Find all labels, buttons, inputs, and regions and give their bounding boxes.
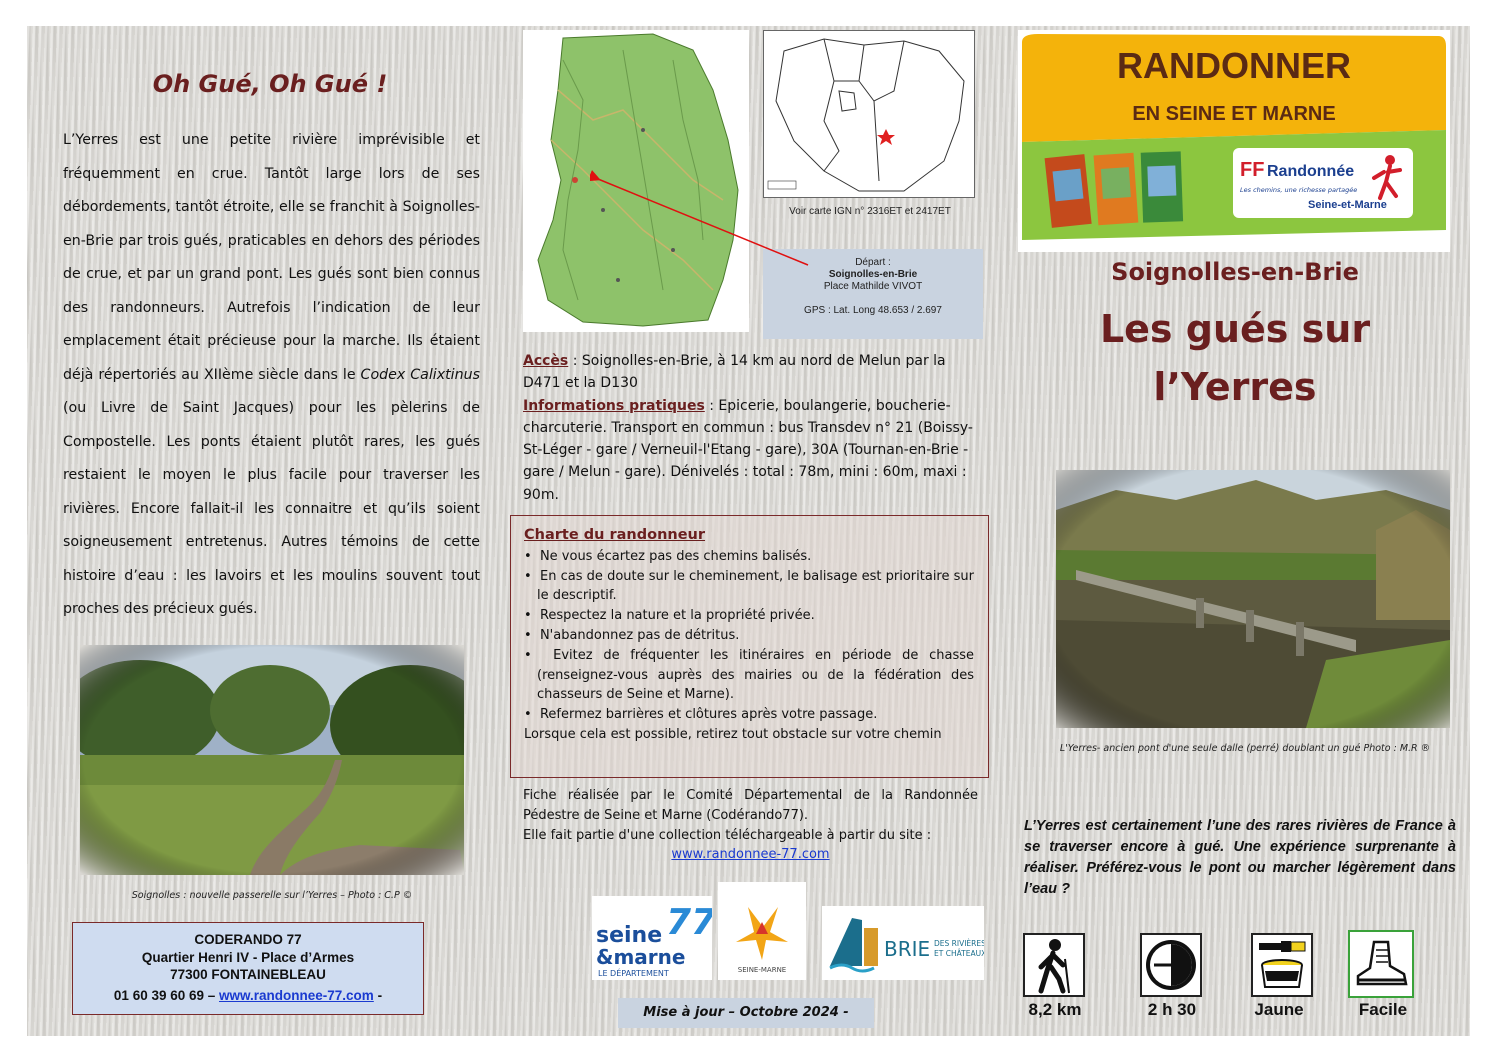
banner-line1: RANDONNER (1117, 45, 1351, 86)
distance-label: 8,2 km (1028, 1000, 1082, 1019)
seine-marne-tourism-logo (718, 882, 806, 980)
charter-item: • Respectez la nature et la propriété privée. (524, 606, 974, 626)
history-text-part1: L’Yerres est une petite rivière imprévisible et fréquemment en crue. Tantôt large lors de ses débordements, tantôt étroite, elle se franchit à Soignolles-en-Brie par trois gués, praticables en dehors des périodes de crue, et par un grand pont. Les gués sont bien connus des randonneurs. Autrefois l’indication de leur emplacement était précieuse pour la marche. Ils étaient déjà répertoriés au XIIème siècle dans le (63, 132, 480, 383)
charter-item: • Ne vous écartez pas des chemins balisés. (524, 547, 974, 567)
logo2-text: SEINE-MARNE (737, 966, 787, 974)
charter-item: • Evitez de fréquenter les itinéraires en période de chasse (renseignez-vous auprès des mairies ou de la fédération des chasseurs de Seine et Marne). (524, 646, 974, 705)
infos-text: : Epicerie, boulangerie, boucherie-charcuterie. Transport en commun : bus Transdev n° 21 (Boissy-St-Léger - gare / Verneuil-l'Etang - gare), 30A (Tournan-en-Brie - gare / Melun - gare). Dénivelés : total : 78m, mini : 60m, maxi : 90m. (523, 397, 973, 503)
contact-phone: 01 60 39 60 69 – (113, 987, 220, 1003)
duration-label: 2 h 30 (1147, 1000, 1197, 1019)
contact-trail: - (373, 987, 383, 1003)
infos-label: Informations pratiques (523, 397, 705, 414)
randonner-banner (1018, 30, 1450, 252)
town-title: Soignolles-en-Brie (1111, 258, 1359, 286)
departure-label: Départ : (855, 257, 891, 268)
banner-line2: EN SEINE ET MARNE (1132, 103, 1336, 125)
acces-text: : Soignolles-en-Brie, à 14 km au nord de Melun par la D471 et la D130 (523, 353, 946, 392)
acces-label: Accès (523, 353, 569, 369)
fiche-text2: Elle fait partie d'une collection téléchargeable à partir du site : (523, 827, 932, 843)
fiche-credits (523, 786, 978, 865)
difficulty-label: Facile (1358, 1000, 1408, 1019)
ff-region: Seine-et-Marne (1308, 199, 1387, 211)
fiche-website-link[interactable]: www.randonnee-77.com (671, 847, 830, 863)
hiker-icon (1025, 935, 1083, 995)
departure-gps: GPS : Lat. Long 48.653 / 2.697 (804, 305, 942, 316)
codex-title: Codex Calixtinus (360, 366, 480, 383)
brie-rivieres-chateaux-logo (822, 906, 984, 980)
clock-icon (1142, 935, 1200, 995)
marking-picto (1251, 933, 1313, 997)
logo3-small1: DES RIVIÈRES (934, 939, 984, 948)
logo1-line2: &marne (596, 945, 686, 969)
duration-picto (1140, 933, 1202, 997)
boot-icon (1350, 932, 1412, 996)
slab-bridge-photo (1056, 470, 1450, 728)
contact-line (73, 987, 423, 1005)
charter-item: • En cas de doute sur le cheminement, le balisage est prioritaire sur le descriptif. (524, 567, 974, 607)
main-title-line2: l’Yerres (1153, 365, 1317, 409)
hiker-charter-box (510, 515, 989, 778)
banner-graphic (1018, 30, 1450, 252)
logo1-mark: 77 (666, 902, 712, 943)
charter-title: Charte du randonneur (524, 527, 706, 543)
history-text-part2: (ou Livre de Saint Jacques) pour les pèlerins de Compostelle. Les ponts étaient plutôt rares, les gués restaient le moyen le plus facile pour traverser les rivières. Encore fallait-il les connaitre et qu’ils soient soigneusement entretenus. Autres témoins de cette histoire d’eau : les lavoirs et les moulins souvent tout proches des précieux gués. (63, 400, 480, 617)
departure-town: Soignolles-en-Brie (828, 269, 918, 280)
section-title: Oh Gué, Oh Gué ! (152, 70, 388, 98)
brie-logo-mark (822, 906, 984, 980)
slab-bridge-caption: L'Yerres- ancien pont d'une seule dalle (perré) doublant un gué Photo : M.R ® (1059, 743, 1431, 754)
difficulty-picto (1348, 930, 1414, 998)
paint-brush-icon (1253, 935, 1311, 995)
ff-tagline: Les chemins, une richesse partagée (1240, 186, 1358, 194)
contact-box (72, 922, 424, 1015)
main-title-line1: Les gués sur (1099, 307, 1371, 351)
charter-footer: Lorsque cela est possible, retirez tout obstacle sur votre chemin (524, 726, 942, 742)
logo3-small2: ET CHÂTEAUX (934, 949, 984, 958)
footbridge-caption: Soignolles : nouvelle passerelle sur l’Yerres – Photo : C.P © (131, 890, 413, 901)
marking-label: Jaune (1254, 1000, 1304, 1019)
intro-paragraph: L’Yerres est certainement l’une des rares rivières de France à se traverser encore à gué. Une expérience surprenante à réaliser. Préférez-vous le pont ou marcher légèrement dans l’eau ? (1024, 818, 1456, 897)
tourism-logo-mark (718, 882, 806, 980)
history-paragraph (63, 124, 480, 627)
seine-et-marne-logo (592, 896, 712, 980)
main-title (1035, 300, 1435, 416)
seine-et-marne-logo-mark (592, 896, 712, 980)
logo1-line1: seine (596, 923, 663, 948)
contact-website-link[interactable]: www.randonnee-77.com (219, 987, 374, 1003)
ff-brand-a: FF (1240, 159, 1265, 181)
distance-picto (1023, 933, 1085, 997)
charter-item: • N'abandonnez pas de détritus. (524, 626, 974, 646)
contact-name: CODERANDO 77 (194, 932, 302, 947)
update-date: Mise à jour – Octobre 2024 - (618, 998, 874, 1028)
fiche-text1: Fiche réalisée par le Comité Départemental de la Randonnée Pédestre de Seine et Marne (Codérando77). (523, 788, 978, 823)
footbridge-photo (80, 645, 464, 875)
charter-item: • Refermez barrières et clôtures après votre passage. (524, 705, 974, 725)
location-arrow (590, 170, 820, 270)
logo1-line3: LE DÉPARTEMENT (598, 969, 669, 978)
departure-place: Place Mathilde VIVOT (823, 281, 923, 292)
logo3-big: BRIE (884, 937, 931, 961)
practical-info (523, 350, 978, 506)
ign-map-note: Voir carte IGN n° 2316ET et 2417ET (789, 206, 951, 217)
contact-address1: Quartier Henri IV - Place d’Armes (141, 949, 355, 965)
charter-list (524, 547, 974, 725)
contact-address2: 77300 FONTAINEBLEAU (170, 967, 326, 982)
ff-brand-b: Randonnée (1267, 163, 1355, 180)
